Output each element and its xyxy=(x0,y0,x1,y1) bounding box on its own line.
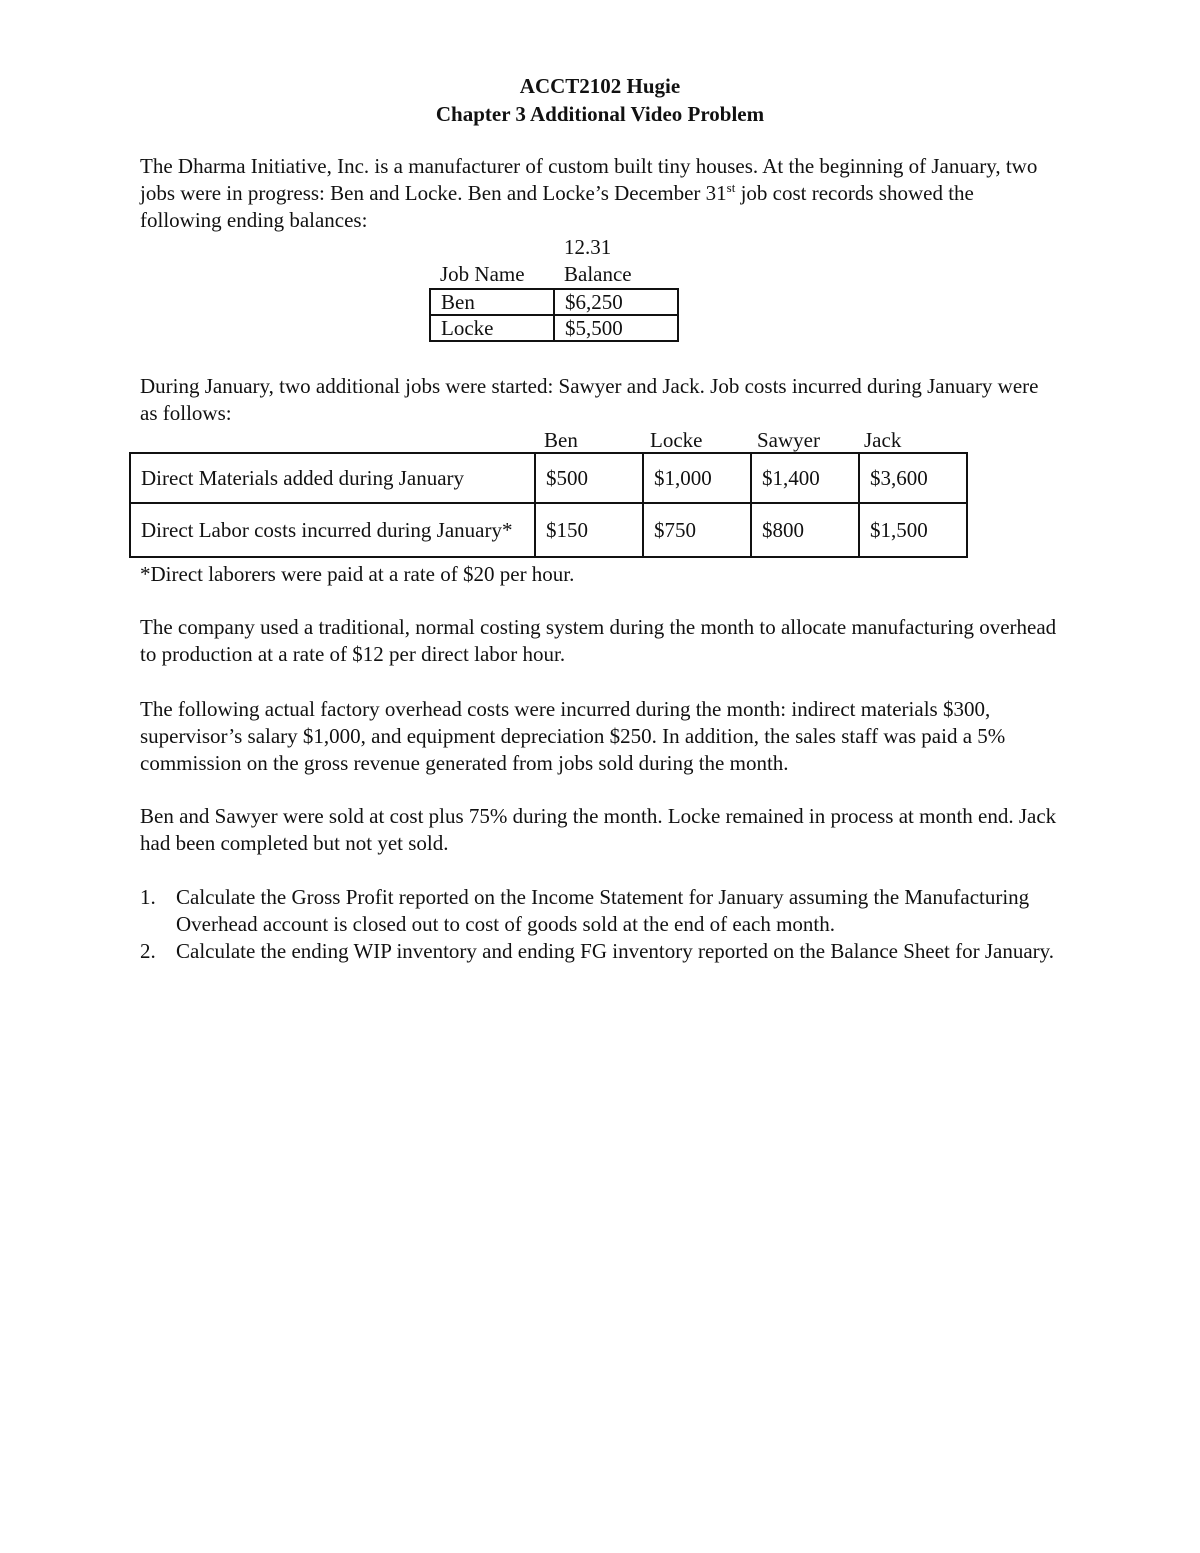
question-text: Calculate the ending WIP inventory and ending FG inventory reported on the Balance Sheet for January. xyxy=(176,939,1055,963)
balance-table xyxy=(429,288,679,342)
intro-text-before: The Dharma Initiative, Inc. is a manufacturer of custom built tiny houses. At the beginning of January, two jobs were in progress: Ben and Locke. Ben and Locke’s December 31 xyxy=(140,154,1038,205)
question-number: 1. xyxy=(140,885,156,909)
intro-paragraph xyxy=(140,153,1060,234)
overhead-paragraph: The following actual factory overhead costs were incurred during the month: indirect materials $300, supervisor’s salary $1,000, and equipment depreciation $250. In addition, the sales staff was paid a 5% commission on the gross revenue generated from jobs sold during the month. xyxy=(140,697,1006,775)
job-cell: Ben xyxy=(430,289,554,315)
cost-cell: $750 xyxy=(643,503,751,557)
page-title: Chapter 3 Additional Video Problem xyxy=(435,102,765,126)
column-header-locke: Locke xyxy=(650,428,703,452)
job-cell: Locke xyxy=(430,315,554,341)
column-header-jack: Jack xyxy=(864,428,902,452)
column-header-sawyer: Sawyer xyxy=(757,428,820,452)
intro-superscript: st xyxy=(726,180,736,195)
question-list xyxy=(140,884,1060,965)
sales-paragraph: Ben and Sawyer were sold at cost plus 75% during the month. Locke remained in process at month end. Jack had been completed but not yet sold. xyxy=(140,804,1057,855)
balance-date-header: 12.31 xyxy=(564,235,612,259)
list-item xyxy=(140,884,1060,938)
row-label: Direct Materials added during January xyxy=(130,453,535,503)
balance-cell: $5,500 xyxy=(554,315,678,341)
costing-system-paragraph: The company used a traditional, normal costing system during the month to allocate manufacturing overhead to production at a rate of $12 per direct labor hour. xyxy=(140,615,1057,666)
cost-cell: $500 xyxy=(535,453,643,503)
list-item xyxy=(140,938,1060,965)
table-row xyxy=(430,289,678,315)
table-row xyxy=(430,315,678,341)
intro-text-after: job cost records showed the following ending balances: xyxy=(140,181,974,232)
cost-cell: $1,500 xyxy=(859,503,967,557)
table-row xyxy=(130,453,967,503)
balance-cell: $6,250 xyxy=(554,289,678,315)
cost-cell: $1,000 xyxy=(643,453,751,503)
document-header xyxy=(0,72,1200,128)
job-name-header: Job Name xyxy=(440,262,525,286)
question-number: 2. xyxy=(140,939,156,963)
table-row xyxy=(130,503,967,557)
column-header-ben: Ben xyxy=(544,428,578,452)
course-title: ACCT2102 Hugie xyxy=(519,74,681,98)
cost-cell: $3,600 xyxy=(859,453,967,503)
cost-cell: $1,400 xyxy=(751,453,859,503)
balance-header: Balance xyxy=(564,262,632,286)
cost-table-header xyxy=(0,427,1200,454)
question-text: Calculate the Gross Profit reported on the Income Statement for January assuming the Manufacturing Overhead account is closed out to cost of goods sold at the end of each month. xyxy=(176,885,1030,936)
job-cost-table xyxy=(129,452,968,558)
cost-cell: $150 xyxy=(535,503,643,557)
january-intro-paragraph: During January, two additional jobs were started: Sawyer and Jack. Job costs incurred during January were as follows: xyxy=(140,374,1039,425)
row-label: Direct Labor costs incurred during January* xyxy=(130,503,535,557)
cost-cell: $800 xyxy=(751,503,859,557)
table-footnote: *Direct laborers were paid at a rate of $20 per hour. xyxy=(140,562,575,586)
